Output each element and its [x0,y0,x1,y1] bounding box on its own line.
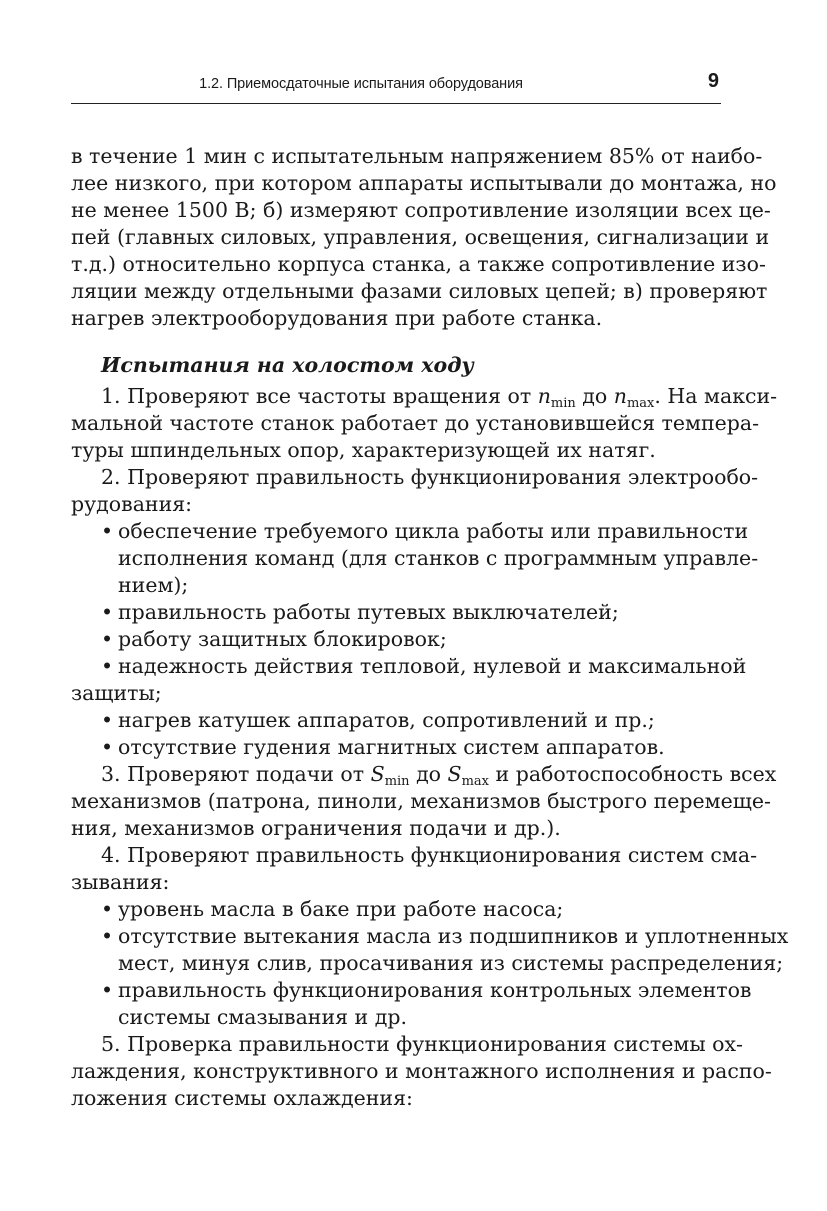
list-item [71,626,721,653]
text-fragment: . На макси- [654,384,778,408]
text-fragment: обеспечение требуемого цикла работы или правильности [118,519,749,543]
bullet-icon: • [101,735,114,759]
text-line [71,761,777,789]
text-line: исполнения команд (для станков с программным управле- [118,546,759,570]
text-fragment: работу защитных блокировок; [118,627,447,651]
text-fragment: до [575,384,614,408]
list-item [71,707,721,734]
text-line: механизмов (патрона, пиноли, механизмов быстрого перемеще- [71,789,771,813]
text-line: рудования: [71,492,193,516]
text-fragment: 1. Проверяют все частоты вращения от [101,384,538,408]
bullet-icon: • [101,924,114,948]
text-fragment: уровень масла в баке при работе насоса; [118,897,564,921]
book-page [71,0,789,1211]
text-line: пей (главных силовых, управления, освещения, сигнализации и [71,225,770,249]
text-fragment: правильность работы путевых выключателей; [118,600,619,624]
list-item [71,896,721,923]
intro-paragraph [71,143,777,332]
item-4 [71,842,757,896]
text-fragment: отсутствие гудения магнитных систем аппаратов. [118,735,665,759]
item-2 [71,464,759,518]
bullet-icon: • [101,897,114,921]
subscript-max: max [626,396,655,411]
text-line [101,599,721,626]
subscript-min: min [384,774,410,789]
text-line: т.д.) относительно корпуса станка, а также сопротивление изо- [71,252,766,276]
text-line: системы смазывания и др. [118,1005,408,1029]
body-text [71,143,789,1112]
bullet-icon: • [101,519,114,543]
text-line [71,653,747,680]
item-5 [71,1031,772,1112]
text-fragment: отсутствие вытекания масла из подшипников и уплотненных [118,924,789,948]
page-number: 9 [707,70,719,92]
variable-s: S [370,762,385,786]
list-item [71,734,721,761]
text-line [101,626,721,653]
text-line: туры шпиндельных опор, характеризующей их натяг. [71,438,656,462]
text-line [101,518,749,545]
bullet-icon: • [101,627,114,651]
header-rule [71,103,721,104]
list-item [71,653,747,707]
item-1 [71,383,778,464]
subscript-min: min [550,396,576,411]
subscript-max: max [461,774,490,789]
bullet-icon: • [101,978,114,1002]
text-line: мальной частоте станок работает до установившейся темпера- [71,411,760,435]
text-line: ляции между отдельными фазами силовых цепей; в) проверяют [71,279,768,303]
text-fragment: надежность действия тепловой, нулевой и максимальной [118,654,747,678]
text-line [101,707,721,734]
bullet-icon: • [101,654,114,678]
text-line: лее низкого, при котором аппараты испытывали до монтажа, но [71,171,777,195]
text-line: в течение 1 мин с испытательным напряжением 85% от наибо- [71,144,763,168]
variable-n: n [537,384,551,408]
text-line [71,383,778,411]
text-line: нием); [118,573,189,597]
section-heading: Испытания на холостом ходу [101,353,474,377]
text-line: нагрев электрооборудования при работе станка. [71,306,603,330]
item-3 [71,761,777,842]
bullet-icon: • [101,600,114,624]
text-fragment: до [409,762,448,786]
text-line: ложения системы охлаждения: [71,1086,413,1110]
text-line: защиты; [71,681,162,705]
text-line: лаждения, конструктивного и монтажного исполнения и распо- [71,1059,772,1083]
text-line: зывания: [71,870,170,894]
list-item [71,977,752,1031]
text-fragment: правильность функционирования контрольных элементов [118,978,752,1002]
text-line: 5. Проверка правильности функционирования системы ох- [101,1032,743,1056]
text-line: 2. Проверяют правильность функционирования электрообо- [101,465,759,489]
variable-s: S [447,762,462,786]
text-line: мест, минуя слив, просачивания из системы распределения; [118,951,784,975]
text-fragment: и работоспособность всех [489,762,777,786]
list-item [71,518,759,599]
text-line: 4. Проверяют правильность функционирования систем сма- [101,843,757,867]
variable-n: n [613,384,627,408]
running-title: 1.2. Приемосдаточные испытания оборудования [199,76,523,92]
page-header [71,70,721,100]
text-fragment: 3. Проверяют подачи от [101,762,371,786]
text-line [101,734,721,761]
text-line [101,977,752,1004]
text-line: не менее 1500 В; б) измеряют сопротивление изоляции всех це- [71,198,771,222]
list-item [71,599,721,626]
bullet-icon: • [101,708,114,732]
text-line [101,923,789,950]
text-line [101,896,721,923]
text-line: ния, механизмов ограничения подачи и др.). [71,816,561,840]
list-item [71,923,789,977]
text-fragment: нагрев катушек аппаратов, сопротивлений и пр.; [118,708,655,732]
